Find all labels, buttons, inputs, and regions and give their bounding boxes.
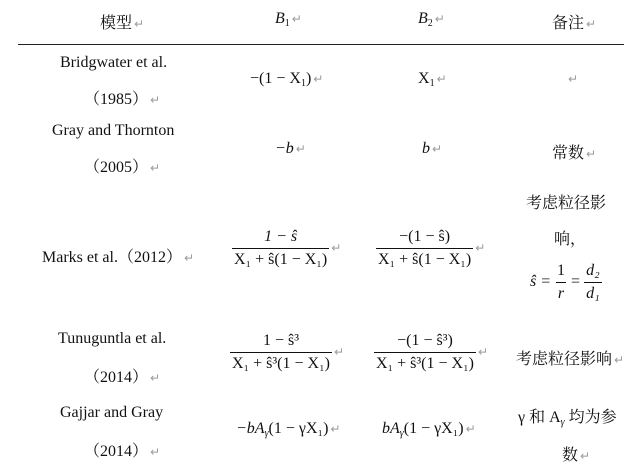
b1-formula: −b ↵ bbox=[275, 140, 306, 157]
model-year: （2014） ↵ bbox=[84, 369, 161, 386]
note-text: 常数 ↵ bbox=[552, 145, 597, 162]
model-name: Gray and Thornton bbox=[52, 122, 175, 139]
b1-formula: $\frac{1 - ŝ}{\text{X₁ + ŝ(1 − X₁)}}$ ↵ bbox=[234, 228, 342, 268]
model-name: Bridgwater et al. bbox=[60, 54, 168, 71]
note-text: 考虑粒径影响 ↵ bbox=[516, 351, 625, 368]
b2-formula: $\frac{\text{−(1 − ŝ³)}}{\text{X₁ + ŝ³(1 − X₁)}}$ ↵ bbox=[376, 332, 489, 372]
b1-formula: $-bA_\gamma(1 - \gamma X_1)$ ↵ bbox=[236, 420, 341, 439]
note-line: 数 ↵ bbox=[562, 447, 591, 464]
b1-formula: $-(1 - X_1)$ ↵ bbox=[250, 70, 324, 89]
model-name: Marks et al.（2012） ↵ bbox=[42, 249, 195, 266]
header-model: 模型 ↵ bbox=[100, 15, 145, 32]
b2-formula: b ↵ bbox=[422, 140, 443, 157]
model-year: （2005） ↵ bbox=[84, 159, 161, 176]
model-year: （2014） ↵ bbox=[84, 443, 161, 460]
header-note: 备注 ↵ bbox=[552, 15, 597, 32]
note-line: 响， bbox=[554, 231, 587, 248]
model-name: Gajjar and Gray bbox=[60, 404, 164, 421]
note-formula: ŝ = $\frac{1}{r}$ = $\frac{\text{d₂}}{\text{d₁}}$ bbox=[530, 262, 600, 302]
header-rule bbox=[18, 44, 624, 45]
note-text: ↵ bbox=[568, 72, 579, 86]
model-name: Tunuguntla et al. bbox=[58, 330, 167, 347]
model-year: （1985） ↵ bbox=[84, 91, 161, 108]
note-line: γ 和 $A_\gamma$ 均为参 bbox=[518, 409, 617, 428]
header-b2: $B_2$ ↵ bbox=[418, 10, 445, 29]
b1-formula: $\frac{\text{1 − ŝ³}}{\text{X₁ + ŝ³(1 − X₁)}}$ ↵ bbox=[232, 332, 345, 372]
b2-formula: $bA_\gamma(1 - \gamma X_1)$ ↵ bbox=[382, 420, 476, 439]
note-line: 考虑粒径影 bbox=[526, 195, 607, 212]
b2-formula: $\frac{-(1 - ŝ)}{\text{X₁ + ŝ(1 − X₁)}}$ ↵ bbox=[378, 228, 486, 268]
b2-formula: $X_1$ ↵ bbox=[418, 70, 447, 89]
header-b1: $B_1$ ↵ bbox=[275, 10, 302, 29]
